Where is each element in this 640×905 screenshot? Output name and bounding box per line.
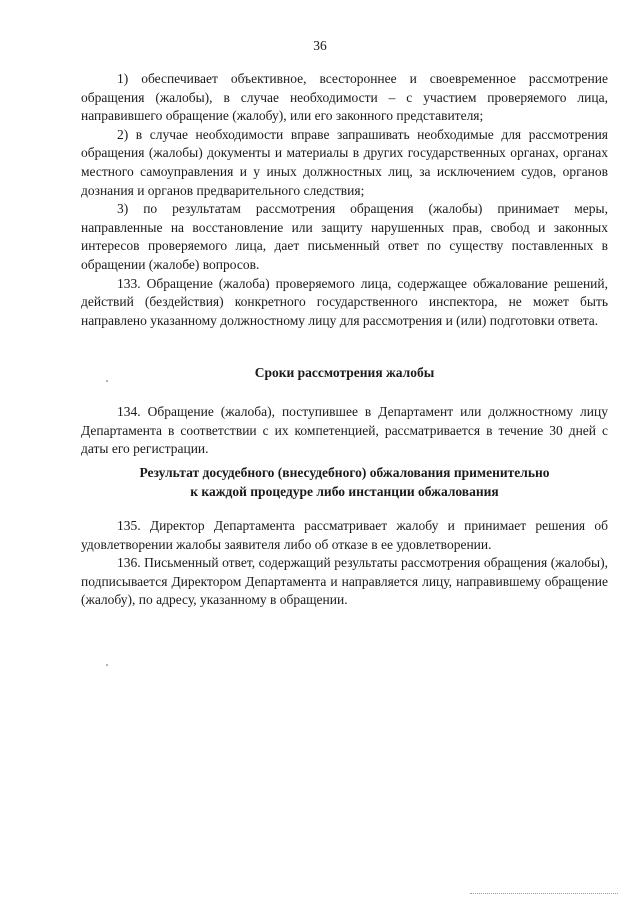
section-heading-line-1: Результат досудебного (внесудебного) обжалования применительно xyxy=(139,465,550,480)
section-heading-line-2: к каждой процедуре либо инстанции обжалования xyxy=(190,483,499,499)
footer-dotted-rule xyxy=(470,893,618,894)
paragraph-134: 134. Обращение (жалоба), поступившее в Департамент или должностному лицу Департамента в соответствии с их компетенцией, рассматривается в течение 30 дней с даты его регистрации. xyxy=(81,404,608,457)
text-block-items-1-3-and-133 xyxy=(81,70,608,330)
paragraph-133: 133. Обращение (жалоба) проверяемого лица, содержащее обжалование решений, действий (бездействия) конкретного государственного инспектора, не может быть направлено указанному должностному лицу для рассмотрения и (или) подготовки ответа. xyxy=(81,275,608,328)
paragraph-item-1: 1) обеспечивает объективное, всестороннее и своевременное рассмотрение обращения (жалобы), в случае необходимости – с участием проверяемого лица, направившего обращение (жалобу), или его законного представителя; xyxy=(81,71,608,124)
paragraph-136: 136. Письменный ответ, содержащий результаты рассмотрения обращения (жалобы), подписывается Директором Департамента и направляется лицу, направившему обращение (жалобу), по адресу, указанному в обращении. xyxy=(81,555,608,608)
text-block-items-135-136 xyxy=(81,517,608,610)
section-heading-appeal-result xyxy=(81,464,608,501)
text-block-item-134 xyxy=(81,403,608,459)
paragraph-item-3: 3) по результатам рассмотрения обращения (жалобы) принимает меры, направленные на восстановление или защиту нарушенных прав, свобод и законных интересов проверяемого лица, дает письменный ответ по существу поставленных в обращении (жалобе) вопросов. xyxy=(81,201,608,272)
paragraph-135: 135. Директор Департамента рассматривает жалобу и принимает решения об удовлетворении жалобы заявителя либо об отказе в ее удовлетворении. xyxy=(81,518,608,552)
paragraph-item-2: 2) в случае необходимости вправе запрашивать необходимые для рассмотрения обращения (жалобы) документы и материалы в других государственных органах, органах местного самоуправления и у иных должностных лиц, за исключением судов, органов дознания и органов предварительного следствия; xyxy=(81,126,608,198)
page-number: 36 xyxy=(313,38,327,53)
scan-speck xyxy=(106,664,108,666)
section-heading-complaint-terms: Сроки рассмотрения жалобы xyxy=(254,365,435,380)
